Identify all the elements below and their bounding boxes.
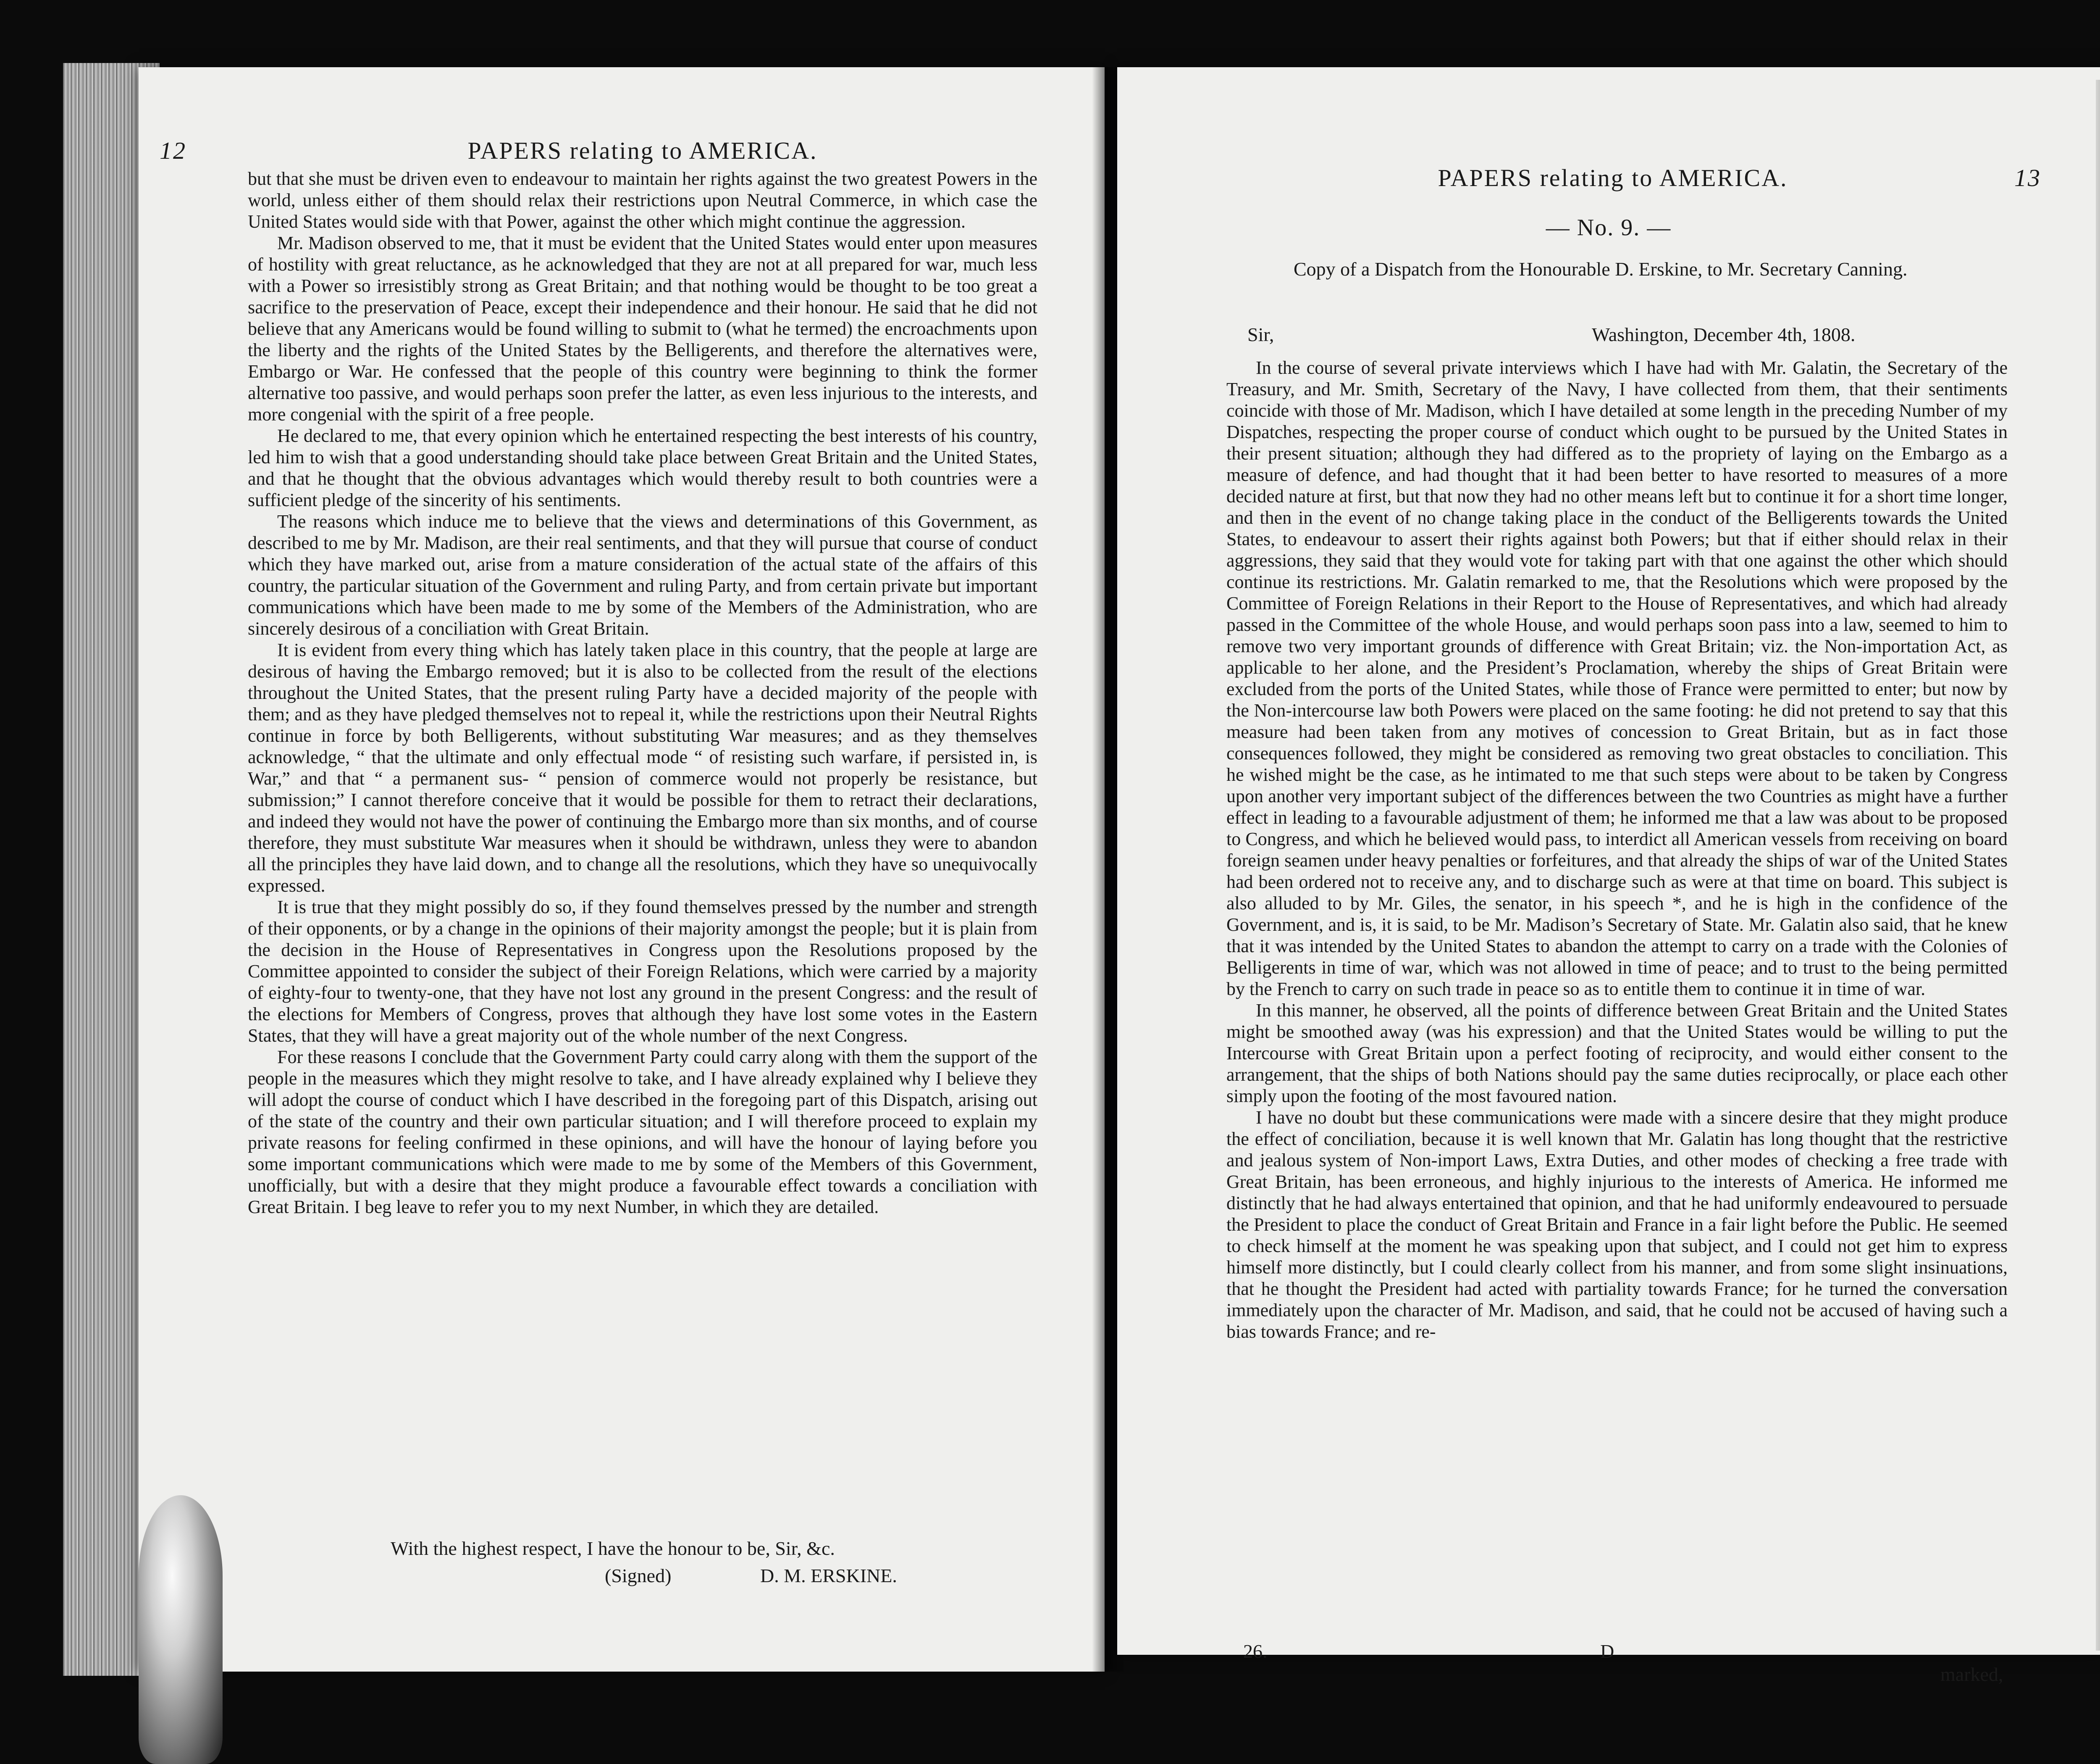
left-paragraph-6: It is true that they might possibly do so, if they found themselves pressed by the number and strength of their opponents, or by a change in the opinions of their majority amongst the people; but it is plain from the decision in the House of Representatives in Congress upon the Resolutions proposed by the Committee appointed to consider the subject of their Foreign Relations, which were carried by a majority of eighty-four to twenty-one, that they have not lost any ground in the present Congress: and the result of the elections for Members of Congress, proves that although they have lost some votes in the Eastern States, that they will have a great majority out of the whole number of the next Congress. bbox=[248, 897, 1037, 1046]
left-page: 12 PAPERS relating to AMERICA. but that she must be driven even to endeavour to maintain her rights against the two greatest Powers in the world, unless either of them should relax their restrictions upon Neutral Commerce, in which case the United States would side with that Power, against the other which might continue the aggression. Mr. Madison observed to me, that it must be evident that the United States would enter upon measures of hostility with great reluctance, as he acknowledged that they are not at all prepared for war, much less with a Power so irresistibly strong as Great Britain; and that nothing would be thought to be too great a sacrifice to the preservation of Peace, except their independence and their honour. He said that he did not believe that any Americans would be found willing to submit to (what he termed) the encroachments upon the liberty and the rights of the United States by the Belligerents, and therefore the alternatives were, Embargo or War. He confessed that the people of this country were beginning to think the former alternative too passive, and would perhaps soon prefer the latter, as even less injurious to the interests, and more congenial with the spirit of a free people. He declared to me, that every opinion which he entertained respecting the best interests of his country, led him to wish that a good understanding should take place between Great Britain and the United States, and that he thought that the obvious advantages which would thereby result to both countries were a sufficient pledge of the sincerity of his sentiments. The reasons which induce me to believe that the views and determinations of this Government, as described to me by Mr. Madison, are their real sentiments, and that they will pursue that course of conduct which they have marked out, arise from a mature consideration of the actual state of the affairs of this country, the particular situation of the Government and ruling Party, and from certain private but important communications which have been made to me by some of the Members of the Administration, who are sincerely desirous of a conciliation with Great Britain. It is evident from every thing which has lately taken place in this country, that the people at large are desirous of having the Embargo removed; but it is also to be collected from the result of the elections throughout the United States, that the present ruling Party have a decided majority of the people with them; and as they have pledged themselves not to repeal it, while the restrictions upon their Neutral Rights continue in force by both Belligerents, without substituting War measures; and as they themselves acknowledge, “ that the ultimate and only effectual mode “ of resisting such warfare, if persisted in, is War,” and that “ a permanent sus- “ pension of commerce would not properly be resistance, but submission;” I cannot therefore conceive that it would be possible for them to retract their declarations, and indeed they would not have the power of continuing the Embargo more than six months, and of course therefore, they must substitute War measures when it should be withdrawn, unless they were to abandon all the principles they have laid down, and to change all the resolutions, which they have so unequivocally expressed. It is true that they might possibly do so, if they found themselves pressed by the number and strength of their opponents, or by a change in the opinions of their majority amongst the people; but it is plain from the decision in the House of Representatives in Congress upon the Resolutions proposed by the Committee appointed to consider the subject of their Foreign Relations, which were carried by a majority of eighty-four to twenty-one, that they have not lost any ground in the present Congress: and the result of the elections for Members of Congress, proves that although they have lost some votes in the Eastern States, that they will have a great majority out of the whole number of the next Congress. For these reasons I conclude that the Government Party could carry along with them the support of the people in the measures which they might resolve to take, and I have already explained why I believe they will adopt the course of conduct which I have described in the foregoing part of this Dispatch, arising out of the state of the country and their own particular situation; and I will therefore proceed to explain my private reasons for feeling confirmed in these opinions, and will have the honour of laying before you some important communications which were made to me by some of the Members of this Government, unofficially, but with a desire that they might produce a favourable effect towards a conciliation with Great Britain. I beg leave to refer you to my next Number, in which they are detailed. With the highest respect, I have the honour to be, Sir, &c. (Signed) D. M. ERSKINE. bbox=[139, 67, 1105, 1672]
salutation: Sir, bbox=[1247, 324, 1274, 345]
left-paragraph-4: The reasons which induce me to believe that the views and determinations of this Government, as described to me by Mr. Madison, are their real sentiments, and that they will pursue that course of conduct which they have marked out, arise from a mature consideration of the actual state of the affairs of this country, the particular situation of the Government and ruling Party, and from certain private but important communications which have been made to me by some of the Members of the Administration, who are sincerely desirous of a conciliation with Great Britain. bbox=[248, 511, 1037, 639]
right-paragraph-1: In the course of several private interviews which I have had with Mr. Galatin, the Secretary of the Treasury, and Mr. Smith, Secretary of the Navy, I have collected from them, that their sentiments coincide with those of Mr. Madison, which I have detailed at some length in the preceding Number of my Dispatches, respecting the proper course of conduct which ought to be pursued by the United States in their present situation; although they had differed as to the propriety of laying on the Embargo as a measure of defence, and had thought that it had been better to have resorted to measures of a more decided nature at first, but that now they had no other means left but to continue it for a short time longer, and then in the event of no change taking place in the conduct of the Belligerents towards the United States, to endeavour to assert their rights against both Powers; but that if either should relax in their aggressions, they said that they would vote for taking part with that one against the other which should continue its restrictions. Mr. Galatin remarked to me, that the Resolutions which were proposed by the Committee of Foreign Relations in their Report to the House of Representatives, and which had already passed in the Committee of the whole House, and would perhaps soon pass into a law, seemed to him to remove two very important grounds of difference with Great Britain; viz. the Non-importation Act, as applicable to her alone, and the President’s Proclamation, whereby the ships of Great Britain were excluded from the ports of the United States, while those of France were permitted to enter; but now by the Non-intercourse law both Powers were placed on the same footing: he did not pretend to say that this measure had been taken from any motives of concession to Great Britain, but as in fact those consequences followed, they might be considered as removing two great obstacles to conciliation. This he wished might be the case, as he intimated to me that such steps were about to be taken by Congress upon another very important subject of the differences between the two Countries as might have a further effect in leading to a favourable adjustment of them; he informed me that a law was about to be proposed to Congress, and which he believed would pass, to interdict all American vessels from receiving on board foreign seamen under heavy penalties or forfeitures, and that already the ships of war of the United States had been ordered not to receive any, and to discharge such as were at that time on board. This subject is also alluded to by Mr. Giles, the senator, in his speech *, and he is high in the confidence of the Government, and is, it is said, to be Mr. Madison’s Secretary of State. Mr. Galatin also said, that he knew that it was intended by the United States to abandon the attempt to carry on a trade with the Colonies of Belligerents in time of war, which was not allowed in time of peace; and to trust to the being permitted by the French to carry on such trade in peace so as to entitle them to continue it in time of war. bbox=[1226, 357, 2008, 999]
dateline: Washington, December 4th, 1808. bbox=[1592, 324, 1856, 345]
right-paragraph-2: In this manner, he observed, all the points of difference between Great Britain and the United States might be smoothed away (was his expression) and that the United States would be willing to put the Intercourse with Great Britain upon a perfect footing of reciprocity, and would either consent to the arrangement, that the ships of both Nations should pay the same duties reciprocally, or place each other simply upon the footing of the most favoured nation. bbox=[1226, 1000, 2008, 1106]
closing-line: With the highest respect, I have the honour to be, Sir, &c. bbox=[391, 1538, 835, 1559]
signature-mark: 26. bbox=[1243, 1641, 1268, 1662]
right-running-head bbox=[1352, 164, 2041, 192]
left-paragraph-1: but that she must be driven even to endeavour to maintain her rights against the two greatest Powers in the world, unless either of them should relax their restrictions upon Neutral Commerce, in which case the United States would side with that Power, against the other which might continue the aggression. bbox=[248, 168, 1037, 232]
pen-tip bbox=[139, 1495, 223, 1764]
catchword: marked, bbox=[1940, 1664, 2003, 1685]
left-paragraph-3: He declared to me, that every opinion which he entertained respecting the best interests of his country, led him to wish that a good understanding should take place between Great Britain and the United States, and that he thought that the obvious advantages which would thereby result to both countries were a sufficient pledge of the sincerity of his sentiments. bbox=[248, 425, 1037, 510]
right-page-body bbox=[1226, 357, 2008, 1342]
left-paragraph-7: For these reasons I conclude that the Government Party could carry along with them the support of the people in the measures which they might resolve to take, and I have already explained why I believe they will adopt the course of conduct which I have described in the foregoing part of this Dispatch, arising out of the state of the country and their own particular situation; and I will therefore proceed to explain my private reasons for feeling confirmed in these opinions, and will have the honour of laying before you some important communications which were made to me by some of the Members of this Government, unofficially, but with a desire that they might produce a favourable effect towards a conciliation with Great Britain. I beg leave to refer you to my next Number, in which they are detailed. bbox=[248, 1047, 1037, 1217]
signature-letter: D bbox=[1600, 1641, 1614, 1662]
document-number: — No. 9. — bbox=[1546, 215, 1672, 241]
right-page bbox=[1117, 67, 2100, 1685]
right-paragraph-3: I have no doubt but these communications were made with a sincere desire that they might produce the effect of conciliation, because it is well known that Mr. Galatin has long thought that the restrictive and jealous system of Non-import Laws, Extra Duties, and other modes of checking a free trade with Great Britain, has been erroneous, and highly injurious to the interests of America. He informed me distinctly that he had always entertained that opinion, and that he had uniformly endeavoured to persuade the President to place the conduct of Great Britain and France in a fair light before the Public. He seemed to check himself at the moment he was speaking upon that subject, and I could not get him to express himself more distinctly, but I could clearly collect from his manner, and from some slight insinuations, that he thought the President had acted with partiality towards France; for he turned the conversation immediately upon the character of Mr. Madison, and said, that he could not be accused of having such a bias towards France; and re- bbox=[1226, 1107, 2008, 1342]
document-title: Copy of a Dispatch from the Honourable D. Erskine, to Mr. Secretary Canning. bbox=[1294, 258, 1908, 280]
left-page-body bbox=[248, 168, 1037, 1218]
left-page-number: 12 bbox=[160, 137, 186, 164]
right-page-number: 13 bbox=[2014, 164, 2041, 192]
left-running-head-title: PAPERS relating to AMERICA. bbox=[467, 137, 818, 164]
right-running-head-title: PAPERS relating to AMERICA. bbox=[1438, 164, 1788, 192]
right-page-edge bbox=[2096, 80, 2100, 1651]
left-paragraph-5: It is evident from every thing which has lately taken place in this country, that the people at large are desirous of having the Embargo removed; but it is also to be collected from the result of the elections throughout the United States, that the present ruling Party have a decided majority of the people with them; and as they have pledged themselves not to repeal it, while the restrictions upon their Neutral Rights continue in force by both Belligerents, without substituting War measures; and as they themselves acknowledge, “ that the ultimate and only effectual mode “ of resisting such warfare, if persisted in, is War,” and that “ a permanent sus- “ pension of commerce would not properly be resistance, but submission;” I cannot therefore conceive that it would be possible for them to retract their declarations, and indeed they would not have the power of continuing the Embargo more than six months, and of course therefore, they must substitute War measures when it should be withdrawn, unless they were to abandon all the principles they have laid down, and to change all the resolutions, which they have so unequivocally expressed. bbox=[248, 640, 1037, 896]
left-running-head bbox=[160, 136, 1029, 165]
left-paragraph-2: Mr. Madison observed to me, that it must be evident that the United States would enter upon measures of hostility with great reluctance, as he acknowledged that they are not at all prepared for war, much less with a Power so irresistibly strong as Great Britain; and that nothing would be thought to be too great a sacrifice to the preservation of Peace, except their independence and their honour. He said that he did not believe that any Americans would be found willing to submit to (what he termed) the encroachments upon the liberty and the rights of the United States by the Belligerents, and therefore the alternatives were, Embargo or War. He confessed that the people of this country were beginning to think the former alternative too passive, and would perhaps soon prefer the latter, as even less injurious to the interests, and more congenial with the spirit of a free people. bbox=[248, 233, 1037, 425]
